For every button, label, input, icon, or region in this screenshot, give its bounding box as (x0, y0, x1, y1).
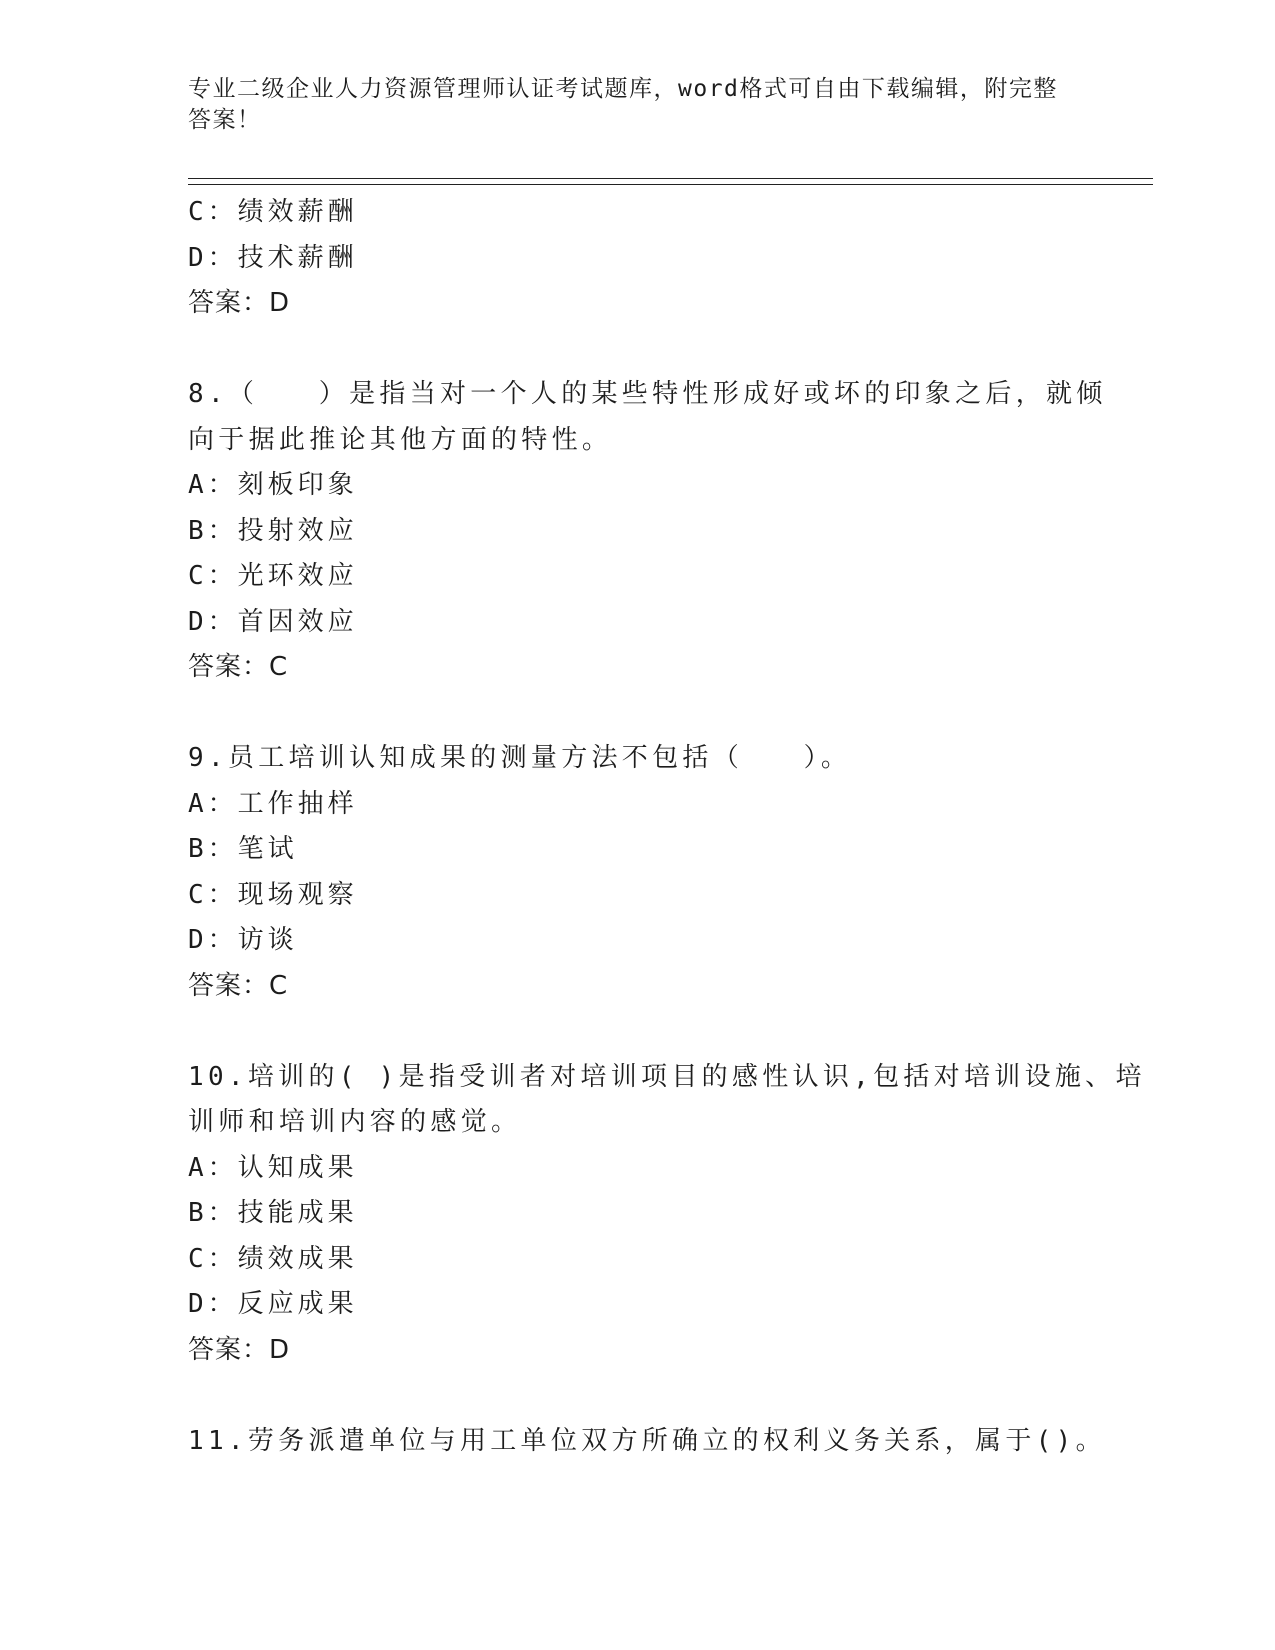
option-c: C：光环效应 (188, 561, 358, 591)
option-b: B：技能成果 (188, 1198, 358, 1228)
option-c: C：绩效薪酬 (188, 197, 358, 227)
question-text: 11.劳务派遣单位与用工单位双方所确立的权利义务关系，属于()。 (188, 1425, 1106, 1456)
option-d: D：反应成果 (188, 1289, 358, 1319)
answer-line: 答案：C (188, 652, 289, 682)
question-text: 向于据此推论其他方面的特性。 (188, 424, 613, 455)
option-b: B：投射效应 (188, 515, 358, 546)
answer-line: 答案：D (188, 1334, 291, 1365)
header-divider (188, 178, 1153, 185)
question-block (188, 190, 1148, 327)
header-line: 答案！ (188, 107, 262, 133)
option-c: C：现场观察 (188, 879, 358, 910)
question-block (188, 1055, 1148, 1374)
question-text: 训师和培训内容的感觉。 (188, 1107, 522, 1137)
option-a: A：刻板印象 (188, 470, 358, 500)
option-a: A：工作抽样 (188, 788, 358, 819)
spacer (188, 1009, 1148, 1055)
spacer (188, 327, 1148, 373)
option-b: B：笔试 (188, 834, 298, 864)
question-list (188, 190, 1148, 1464)
question-block (188, 1419, 1148, 1465)
answer-line: 答案：D (188, 288, 291, 318)
option-d: D：访谈 (188, 925, 298, 955)
option-a: A：认知成果 (188, 1152, 358, 1183)
option-d: D：技术薪酬 (188, 242, 358, 273)
question-block (188, 372, 1148, 691)
question-text: 9.员工培训认知成果的测量方法不包括（ ）。 (188, 743, 852, 773)
spacer (188, 691, 1148, 737)
question-text: 8.（ ）是指当对一个人的某些特性形成好或坏的印象之后，就倾 (188, 379, 1107, 409)
question-block (188, 736, 1148, 1009)
option-d: D：首因效应 (188, 606, 358, 637)
spacer (188, 1373, 1148, 1419)
question-text: 10.培训的( )是指受训者对培训项目的感性认识,包括对培训设施、培 (188, 1061, 1146, 1092)
option-c: C：绩效成果 (188, 1243, 358, 1274)
answer-line: 答案：C (188, 970, 289, 1001)
document-header (188, 74, 1068, 136)
header-line: 专业二级企业人力资源管理师认证考试题库，word格式可自由下载编辑，附完整 (188, 76, 1058, 102)
